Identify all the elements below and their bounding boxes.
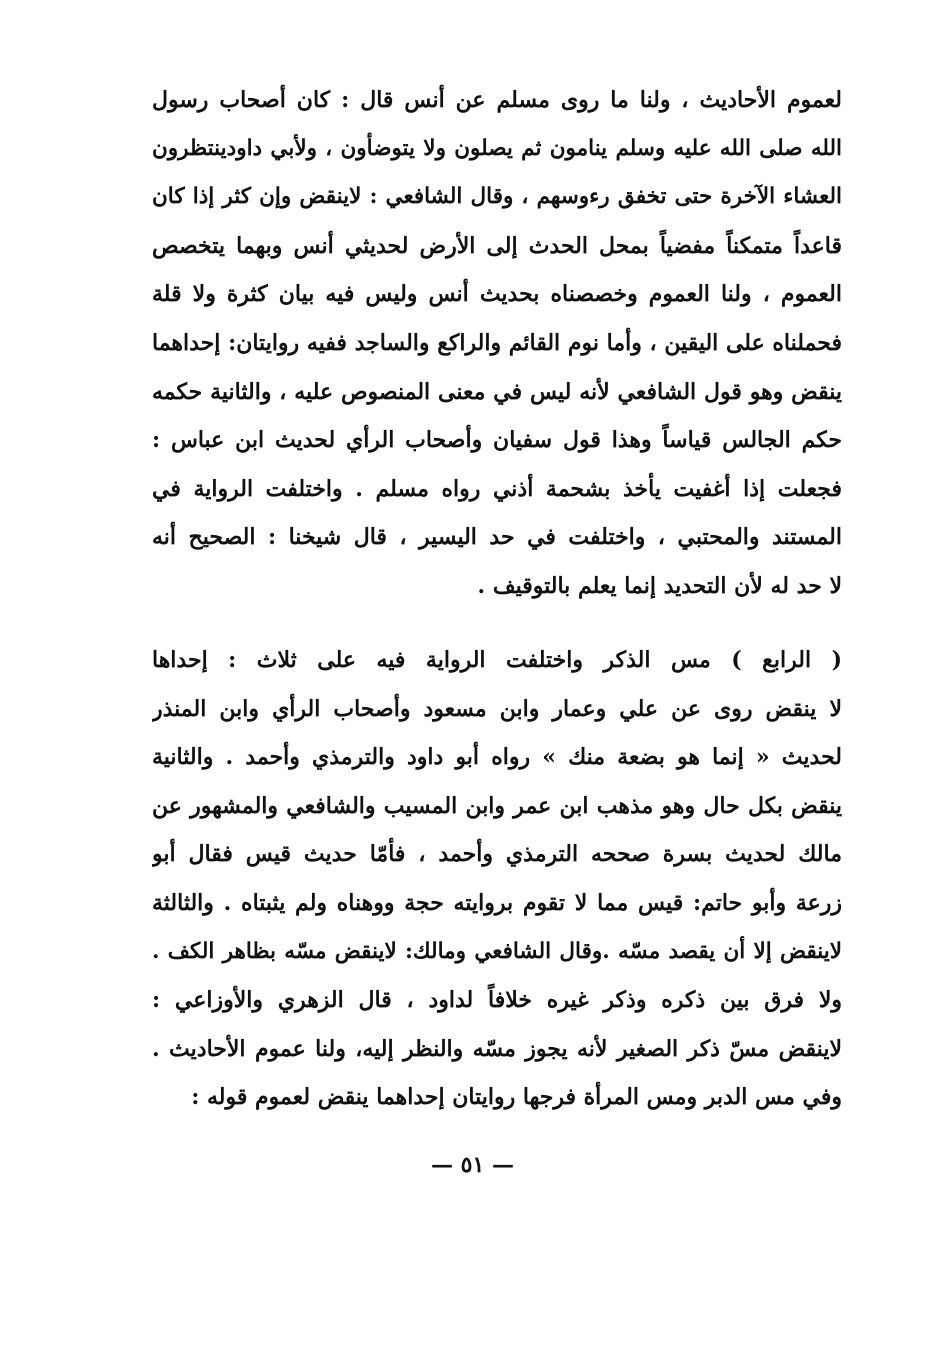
text-line: وفي مس الدبر ومس المرأة فرجها روايتان إحداهما ينقض لعموم قوله : [191, 1084, 842, 1111]
text-line: لحديث « إنما هو بضعة منك » رواه أبو داود والترمذي وأحمد . والثانية [152, 744, 842, 771]
text-line: لا حد له لأن التحديد إنما يعلم بالتوقيف . [477, 572, 842, 599]
text-line: لاينقض مسّ ذكر الصغير لأنه يجوز مسّه والنظر إليه، ولنا عموم الأحاديث . [152, 1035, 842, 1062]
paragraph-1 [152, 76, 842, 611]
page-number: — ٥١ — [431, 1152, 514, 1178]
text-line: ولا فرق بين ذكره وذكر غيره خلافاً لداود ، قال الزهري والأوزاعي : [152, 987, 842, 1014]
text-line: ينقض وهو قول الشافعي لأنه ليس في معنى المنصوص عليه ، والثانية حكمه [152, 378, 842, 405]
text-line: حكم الجالس قياساً وهذا قول سفيان وأصحاب الرأي لحديث ابن عباس : [152, 427, 842, 454]
text-line: لا ينقض روى عن علي وعمار وابن مسعود وأصحاب الرأي وابن المنذر [152, 695, 842, 722]
text-line: ينقض بكل حال وهو مذهب ابن عمر وابن المسيب والشافعي والمشهور عن [152, 792, 842, 819]
text-line: لاينقض إلا أن يقصد مسّه .وقال الشافعي ومالك: لاينقض مسّه بظاهر الكف . [152, 938, 842, 964]
text-line: فجعلت إذا أغفيت يأخذ بشحمة أذني رواه مسلم . واختلفت الرواية في [152, 475, 842, 502]
text-line: العموم ، ولنا العموم وخصصناه بحديث أنس وليس فيه بيان كثرة ولا قلة [152, 281, 842, 308]
text-line: المستند والمحتبي ، واختلفت في حد اليسير ، قال شيخنا : الصحيح أنه [152, 524, 842, 551]
text-line: قاعداً متمكناً مفضياً بمحل الحدث إلى الأرض لحديثي أنس وبهما يتخصص [152, 232, 842, 259]
text-line: مالك لحديث بسرة صححه الترمذي وأحمد ، فأمّا حديث قيس فقال أبو [152, 841, 842, 868]
text-line: العشاء الآخرة حتى تخفق رءوسهم ، وقال الشافعي : لاينقض وإن كثر إذا كان [152, 184, 842, 210]
paragraph-2 [152, 636, 842, 1122]
text-line: الله صلى الله عليه وسلم ينامون ثم يصلون ولا يتوضأون ، ولأبي داودينتظرون [152, 135, 842, 161]
text-line: زرعة وأبو حاتم: قيس مما لا تقوم بروايته حجة ووهناه ولم يثبتاه . والثالثة [152, 889, 842, 916]
text-line: لعموم الأحاديث ، ولنا ما روى مسلم عن أنس قال : كان أصحاب رسول [152, 87, 842, 113]
text-line: ( الرابع ) مس الذكر واختلفت الرواية فيه على ثلاث : إحداها [152, 647, 842, 673]
text-line: فحملناه على اليقين ، وأما نوم القائم والراكع والساجد ففيه روايتان: إحداهما [152, 329, 842, 356]
